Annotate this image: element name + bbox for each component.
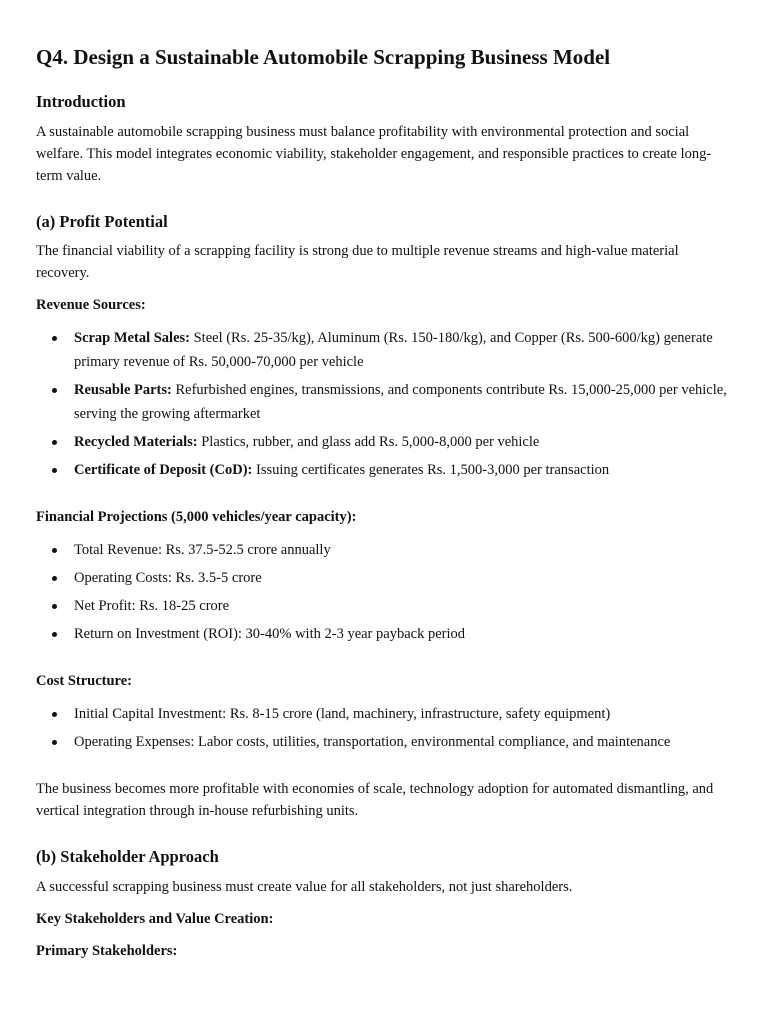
stakeholder-paragraph: A successful scrapping business must create value for all stakeholders, not just shareholders. [36,878,573,895]
document-title: Q4. Design a Sustainable Automobile Scrapping Business Model [36,45,611,69]
list-item-bold: Scrap Metal Sales: [74,330,190,347]
list-item [74,378,732,426]
list-item-bold: Reusable Parts: [74,382,172,399]
list-item: Operating Expenses: Labor costs, utilities, transportation, environmental compliance, and maintenance [74,730,732,754]
list-item-bold: Recycled Materials: [74,434,198,451]
profit-closing-paragraph: The business becomes more profitable with economies of scale, technology adoption for automated dismantling, and vertical integration through in-house refurbishing units. [36,781,714,820]
key-stakeholders-label: Key Stakeholders and Value Creation: [36,910,274,927]
list-item: Operating Costs: Rs. 3.5-5 crore [74,566,732,590]
list-item: Total Revenue: Rs. 37.5-52.5 crore annually [74,538,732,562]
financial-projections-label: Financial Projections (5,000 vehicles/year capacity): [36,509,357,526]
intro-paragraph: A sustainable automobile scrapping business must balance profitability with environmental protection and social welfare. This model integrates economic viability, stakeholder engagement, and responsible practices to create long-term value. [36,123,712,184]
list-item [74,430,732,454]
list-item: Initial Capital Investment: Rs. 8-15 crore (land, machinery, infrastructure, safety equipment) [74,702,732,726]
list-item-text: Plastics, rubber, and glass add Rs. 5,000-8,000 per vehicle [197,434,540,451]
revenue-sources-list [36,326,732,482]
list-item-bold: Certificate of Deposit (CoD): [74,462,253,479]
profit-heading: (a) Profit Potential [36,211,168,231]
list-item: Net Profit: Rs. 18-25 crore [74,594,732,618]
intro-heading: Introduction [36,92,126,112]
list-item [74,458,732,482]
stakeholder-heading: (b) Stakeholder Approach [36,847,219,867]
cost-structure-label: Cost Structure: [36,673,132,690]
profit-paragraph: The financial viability of a scrapping facility is strong due to multiple revenue streams and high-value material recovery. [36,243,679,282]
revenue-sources-label: Revenue Sources: [36,297,146,314]
list-item-text: Steel (Rs. 25-35/kg), Aluminum (Rs. 150-180/kg), and Copper (Rs. 500-600/kg) generate primary revenue of Rs. 50,000-70,000 per vehicle [74,330,713,371]
list-item-text: Issuing certificates generates Rs. 1,500-3,000 per transaction [252,462,610,479]
cost-structure-list [36,702,732,754]
list-item: Return on Investment (ROI): 30-40% with 2-3 year payback period [74,622,732,646]
primary-stakeholders-label: Primary Stakeholders: [36,942,178,959]
list-item [74,326,732,374]
list-item-text: Refurbished engines, transmissions, and components contribute Rs. 15,000-25,000 per vehicle, serving the growing aftermarket [74,382,727,423]
financial-projections-list [36,538,732,646]
